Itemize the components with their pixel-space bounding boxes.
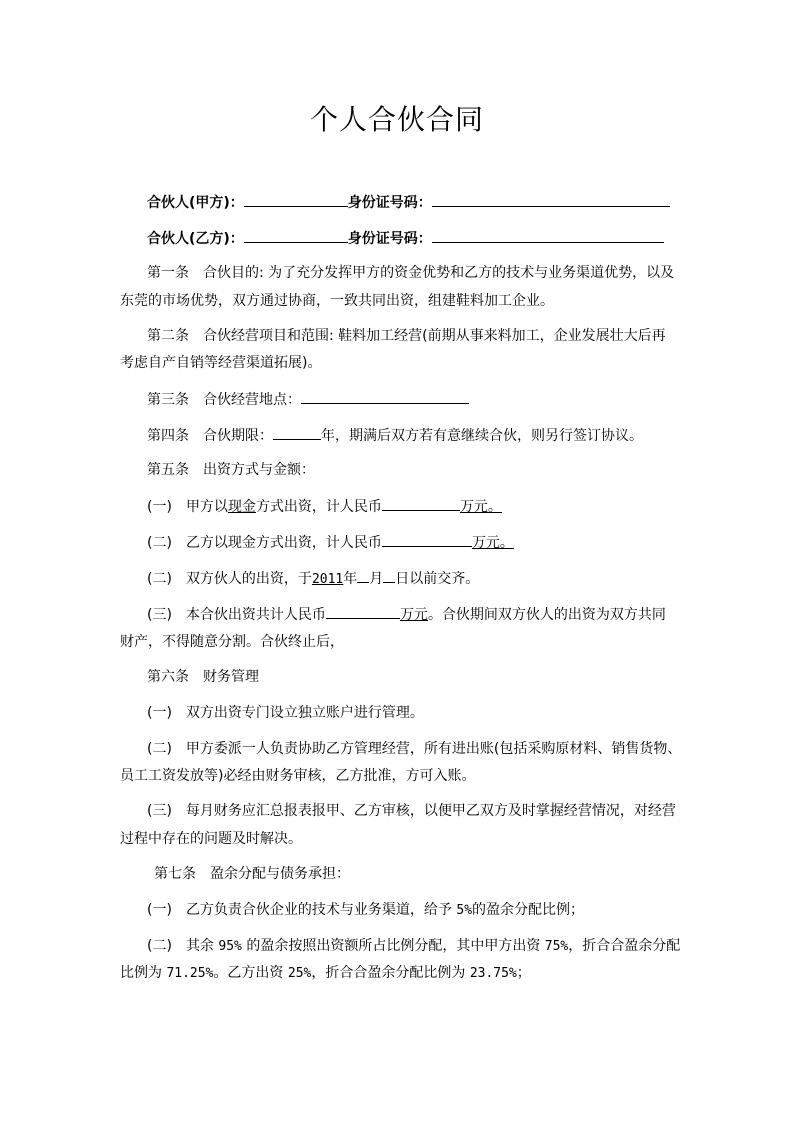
article-5-item-2-text: 乙方以现金方式出资，计人民币 xyxy=(185,535,382,551)
article-2-line-2: 考虑自产自销等经营渠道拓展)。 xyxy=(120,355,322,371)
article-7-item-1-text-b: 的盈余分配比例； xyxy=(472,902,585,918)
article-7-item-2-line-2-a: 比例为 xyxy=(120,965,167,981)
article-5-item-4-text-a: 本合伙出资共计人民币 xyxy=(185,607,326,623)
article-2-line-1: 第二条 合伙经营项目和范围: 鞋料加工经营(前期从事来料加工，企业发展壮大后再 xyxy=(147,328,666,344)
article-5-item-1-amount-blank xyxy=(382,496,460,511)
party-b-name-blank xyxy=(244,228,348,243)
party-a-id-blank xyxy=(432,192,670,207)
article-7-item-2-pct-2: 75% xyxy=(544,939,569,954)
article-7-item-2-line-1 xyxy=(147,936,680,957)
article-7-heading: 第七条 盈余分配与债务承担： xyxy=(154,866,350,882)
party-b-row xyxy=(147,228,664,249)
article-5-item-3-text-a: 双方伙人的出资，于 xyxy=(185,571,312,587)
party-b-id-label: 身份证号码： xyxy=(347,231,432,247)
article-7-item-2-text-b: 的盈余按照出资额所占比例分配，其中甲方出资 xyxy=(241,938,545,954)
article-7-item-2-pct-3: 71.25% xyxy=(166,966,214,981)
article-5-item-1-text-a: 甲方以 xyxy=(185,499,228,515)
article-3-line xyxy=(147,389,469,410)
article-7-item-2-line-2-d: ； xyxy=(516,965,531,981)
article-5-item-4 xyxy=(147,604,666,625)
article-7-item-2-pct-5: 23.75% xyxy=(469,966,517,981)
document-title: 个人合伙合同 xyxy=(309,103,484,136)
article-6-item-3-line-2: 过程中存在的问题及时解决。 xyxy=(120,831,302,847)
article-6-item-1: (一) 双方出资专门设立独立账户进行管理。 xyxy=(147,705,424,721)
article-4-suffix: 年，期满后双方若有意继续合伙，则另行签订协议。 xyxy=(321,428,643,444)
article-7-item-2-line-2-b: 。乙方出资 xyxy=(213,965,288,981)
article-5-item-3 xyxy=(147,568,479,590)
article-4-prefix: 第四条 合伙期限： xyxy=(147,428,273,444)
article-5-item-2-amount-blank xyxy=(382,532,472,547)
article-6-item-3-line-1: (三) 每月财务应汇总报表报甲、乙方审核，以便甲乙双方及时掌握经营情况，对经营 xyxy=(147,803,676,819)
party-a-row xyxy=(147,192,670,213)
article-5-item-4-amount-blank xyxy=(326,604,400,619)
article-3-label: 第三条 合伙经营地点： xyxy=(147,392,301,408)
article-6-item-2-line-2: 员工工资发放等)必经由财务审核，乙方批准，方可入账。 xyxy=(120,768,476,784)
article-5-item-3-month-blank xyxy=(357,568,369,583)
article-5-item-1-text-b: 方式出资，计人民币 xyxy=(255,499,382,515)
article-7-item-1-text-a: 乙方负责合伙企业的技术与业务渠道，给予 xyxy=(185,902,457,918)
article-5-item-3-year-char: 年 xyxy=(343,571,358,587)
article-7-item-2-pct-4: 25% xyxy=(287,966,312,981)
article-5-item-1-cash: 现金 xyxy=(227,499,256,515)
article-5-item-4-unit: 万元 xyxy=(399,607,428,623)
article-5-item-1 xyxy=(147,496,502,517)
article-7-item-1 xyxy=(147,900,584,921)
party-b-id-blank xyxy=(432,228,664,243)
article-5-item-3-month-char: 月 xyxy=(369,571,384,587)
article-7-item-1-num: (一) xyxy=(147,902,186,918)
party-a-name-blank xyxy=(244,192,348,207)
party-b-label: 合伙人(乙方)： xyxy=(147,231,244,247)
article-5-item-2-num: (二) xyxy=(147,535,172,551)
article-5-item-2-unit: 万元。 xyxy=(471,535,514,551)
article-7-item-2-line-2-c: ，折合合盈余分配比例为 xyxy=(311,965,470,981)
article-5-item-3-day-text: 日以前交齐。 xyxy=(395,571,480,587)
article-5-item-3-num: (二) xyxy=(147,571,172,587)
article-1-line-2: 东莞的市场优势，双方通过协商，一致共同出资，组建鞋料加工企业。 xyxy=(120,293,554,309)
article-7-item-2-text-c: ，折合合盈余分配 xyxy=(568,938,681,954)
article-7-item-2-line-2 xyxy=(120,963,531,984)
article-6-heading: 第六条 财务管理 xyxy=(147,669,259,685)
article-5-item-1-unit: 万元。 xyxy=(459,499,502,515)
article-4-line xyxy=(147,425,643,446)
article-5-item-2 xyxy=(147,532,514,553)
article-3-location-blank xyxy=(301,389,469,404)
article-7-item-2-num: (二) xyxy=(147,938,186,954)
article-5-item-1-num: (一) xyxy=(147,499,172,515)
party-a-id-label: 身份证号码： xyxy=(347,195,432,211)
article-5-item-4-text-b: 。合伙期间双方伙人的出资为双方共同 xyxy=(427,607,666,623)
article-1-line-1: 第一条 合伙目的: 为了充分发挥甲方的资金优势和乙方的技术与业务渠道优势，以及 xyxy=(147,265,675,281)
article-4-years-blank xyxy=(273,425,321,440)
party-a-label: 合伙人(甲方)： xyxy=(147,195,244,211)
article-5-item-3-year: 2011 xyxy=(311,572,344,587)
article-7-item-2-text-a: 其余 xyxy=(185,938,219,954)
article-7-item-1-pct: 5% xyxy=(456,903,473,918)
article-7-item-2-pct: 95% xyxy=(218,939,242,954)
article-5-item-4-line-2: 财产，不得随意分割。合伙终止后， xyxy=(120,634,344,650)
article-6-item-2-line-1: (二) 甲方委派一人负责协助乙方管理经营，所有进出账(包括采购原材料、销售货物、 xyxy=(147,741,682,757)
article-5-item-4-num: (三) xyxy=(147,607,172,623)
article-5-heading: 第五条 出资方式与金额： xyxy=(147,462,315,478)
article-5-item-3-day-blank xyxy=(383,568,395,583)
